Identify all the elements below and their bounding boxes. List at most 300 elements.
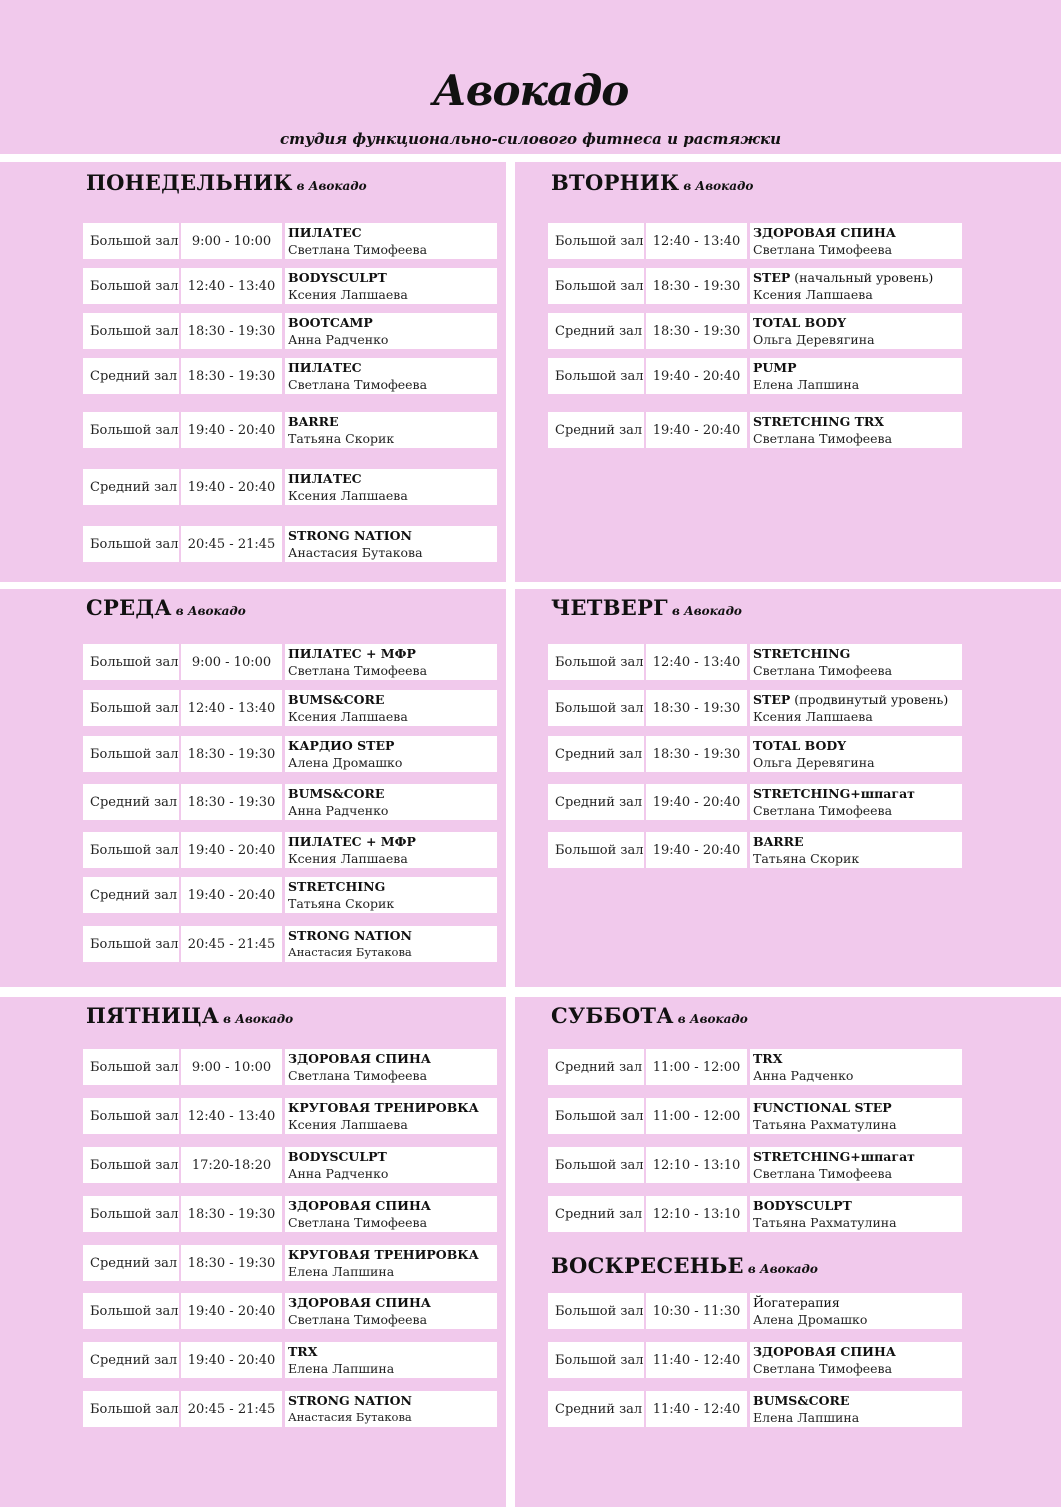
coach-name: Светлана Тимофеева — [288, 1215, 428, 1230]
coach-name: Светлана Тимофеева — [288, 242, 428, 257]
coach-name: Ксения Лапшаева — [288, 1117, 408, 1132]
coach-name: Анна Радченко — [288, 1166, 389, 1181]
class-title: ЗДОРОВАЯ СПИНА — [288, 1051, 431, 1066]
class-title: STRETCHING+шпагат — [753, 786, 915, 801]
class-name — [753, 359, 797, 376]
class-cell — [750, 1147, 962, 1183]
class-name — [288, 1392, 412, 1409]
schedule-row — [83, 926, 497, 962]
coach-name: Светлана Тимофеева — [288, 1068, 428, 1083]
schedule-row — [83, 1196, 497, 1232]
hall-cell: Средний зал — [83, 469, 179, 505]
day-panel-wednesday — [0, 589, 506, 987]
schedule-row — [83, 1098, 497, 1134]
time-cell: 18:30 - 19:30 — [646, 313, 747, 349]
class-name — [288, 1294, 431, 1311]
schedule-row — [83, 1342, 497, 1378]
coach-name: Светлана Тимофеева — [753, 242, 893, 257]
class-name — [288, 833, 416, 850]
time-cell: 10:30 - 11:30 — [646, 1293, 747, 1329]
hall-cell: Средний зал — [548, 1391, 644, 1427]
class-name — [288, 359, 362, 376]
time-cell: 19:40 - 20:40 — [646, 412, 747, 448]
hall-cell: Большой зал — [548, 644, 644, 680]
hall-cell: Большой зал — [83, 1293, 179, 1329]
time-cell: 19:40 - 20:40 — [181, 412, 282, 448]
class-title: ПИЛАТЕС + МФР — [288, 646, 416, 661]
day-title-thu — [551, 595, 742, 620]
class-name — [288, 269, 387, 286]
class-title: STRETCHING — [753, 646, 851, 661]
time-cell: 9:00 - 10:00 — [181, 644, 282, 680]
time-cell: 12:40 - 13:40 — [181, 268, 282, 304]
class-cell — [750, 223, 962, 259]
coach-name: Татьяна Скорик — [753, 851, 860, 866]
schedule-row — [83, 690, 497, 726]
hall-cell: Средний зал — [548, 736, 644, 772]
coach-name: Анна Радченко — [753, 1068, 854, 1083]
class-cell — [285, 736, 497, 772]
hall-cell: Большой зал — [548, 690, 644, 726]
class-note: (начальный уровень) — [790, 270, 934, 285]
class-title: ПИЛАТЕС — [288, 225, 362, 240]
schedule-row — [83, 1147, 497, 1183]
class-name — [288, 527, 412, 544]
class-cell — [750, 1098, 962, 1134]
coach-name: Татьяна Скорик — [288, 896, 395, 911]
class-name — [753, 1343, 896, 1360]
class-name — [288, 1246, 479, 1263]
coach-name: Елена Лапшина — [288, 1361, 395, 1376]
coach-name: Ксения Лапшаева — [753, 287, 873, 302]
day-name: ВТОРНИК — [551, 170, 680, 195]
class-name — [753, 1148, 915, 1165]
class-cell — [750, 313, 962, 349]
day-name: СРЕДА — [86, 595, 172, 620]
class-name — [288, 413, 339, 430]
time-cell: 20:45 - 21:45 — [181, 926, 282, 962]
schedule-row — [548, 268, 962, 304]
class-cell — [750, 1342, 962, 1378]
hall-cell: Большой зал — [548, 268, 644, 304]
day-name: СУББОТА — [551, 1003, 674, 1028]
class-name — [753, 1294, 840, 1311]
time-cell: 12:10 - 13:10 — [646, 1196, 747, 1232]
class-title: BUMS&CORE — [288, 692, 385, 707]
class-name — [288, 470, 362, 487]
day-suffix: в Авокадо — [671, 604, 742, 618]
class-cell — [750, 1049, 962, 1085]
class-cell — [285, 1293, 497, 1329]
coach-name: Анастасия Бутакова — [288, 945, 412, 959]
day-suffix: в Авокадо — [296, 179, 367, 193]
schedule-row — [548, 313, 962, 349]
schedule-row — [83, 1293, 497, 1329]
class-cell — [285, 1098, 497, 1134]
coach-name: Светлана Тимофеева — [288, 663, 428, 678]
time-cell: 18:30 - 19:30 — [181, 358, 282, 394]
hall-cell: Большой зал — [83, 832, 179, 868]
class-title: STRETCHING TRX — [753, 414, 884, 429]
time-cell: 12:40 - 13:40 — [181, 1098, 282, 1134]
schedule-row — [83, 268, 497, 304]
hall-cell: Средний зал — [83, 358, 179, 394]
day-suffix: в Авокадо — [747, 1262, 818, 1276]
class-title: КРУГОВАЯ ТРЕНИРОВКА — [288, 1100, 479, 1115]
time-cell: 19:40 - 20:40 — [181, 877, 282, 913]
time-cell: 9:00 - 10:00 — [181, 1049, 282, 1085]
day-suffix: в Авокадо — [677, 1012, 748, 1026]
class-title: STRETCHING+шпагат — [753, 1149, 915, 1164]
hall-cell: Большой зал — [83, 412, 179, 448]
hall-cell: Большой зал — [83, 1147, 179, 1183]
schedule-row — [548, 1098, 962, 1134]
time-cell: 20:45 - 21:45 — [181, 1391, 282, 1427]
time-cell: 20:45 - 21:45 — [181, 526, 282, 562]
class-name — [288, 927, 412, 944]
hall-cell: Средний зал — [83, 877, 179, 913]
schedule-row — [548, 1342, 962, 1378]
time-cell: 18:30 - 19:30 — [646, 690, 747, 726]
day-name: ЧЕТВЕРГ — [551, 595, 668, 620]
class-cell — [750, 1196, 962, 1232]
coach-name: Ксения Лапшаева — [288, 851, 408, 866]
hall-cell: Большой зал — [83, 223, 179, 259]
class-title: TOTAL BODY — [753, 738, 847, 753]
day-panel-saturday-sunday — [515, 997, 1061, 1507]
time-cell: 12:40 - 13:40 — [646, 644, 747, 680]
class-title: ПИЛАТЕС + МФР — [288, 834, 416, 849]
coach-name: Анна Радченко — [288, 803, 389, 818]
class-cell — [750, 1391, 962, 1427]
time-cell: 19:40 - 20:40 — [646, 784, 747, 820]
schedule-row — [83, 832, 497, 868]
class-cell — [750, 832, 962, 868]
class-name — [753, 413, 884, 430]
coach-name: Светлана Тимофеева — [288, 377, 428, 392]
class-title: STEP — [753, 270, 791, 285]
tagline: студия функционально-силового фитнеса и растяжки — [279, 130, 782, 148]
time-cell: 18:30 - 19:30 — [646, 268, 747, 304]
schedule-row — [83, 412, 497, 448]
class-cell — [750, 1293, 962, 1329]
class-note: Йогатерапия — [753, 1295, 840, 1310]
class-cell — [285, 1391, 497, 1427]
coach-name: Татьяна Рахматулина — [753, 1215, 897, 1230]
class-cell — [285, 223, 497, 259]
coach-name: Татьяна Скорик — [288, 431, 395, 446]
class-name — [753, 833, 804, 850]
hall-cell: Средний зал — [548, 412, 644, 448]
class-title: TOTAL BODY — [753, 315, 847, 330]
coach-name: Светлана Тимофеева — [288, 1312, 428, 1327]
day-suffix: в Авокадо — [683, 179, 754, 193]
class-cell — [285, 877, 497, 913]
coach-name: Анна Радченко — [288, 332, 389, 347]
coach-name: Анастасия Бутакова — [288, 545, 423, 560]
time-cell: 18:30 - 19:30 — [181, 1245, 282, 1281]
coach-name: Светлана Тимофеева — [753, 803, 893, 818]
time-cell: 19:40 - 20:40 — [646, 832, 747, 868]
time-cell: 11:40 - 12:40 — [646, 1391, 747, 1427]
class-name — [753, 785, 915, 802]
coach-name: Анастасия Бутакова — [288, 1410, 412, 1424]
schedule-row — [548, 1293, 962, 1329]
coach-name: Светлана Тимофеева — [753, 663, 893, 678]
schedule-row — [83, 877, 497, 913]
hall-cell: Большой зал — [83, 1049, 179, 1085]
class-cell — [750, 268, 962, 304]
class-name — [288, 1343, 317, 1360]
schedule-row — [548, 1391, 962, 1427]
day-panel-monday — [0, 162, 506, 582]
class-title: BODYSCULPT — [753, 1198, 852, 1213]
class-cell — [285, 313, 497, 349]
coach-name: Татьяна Рахматулина — [753, 1117, 897, 1132]
class-cell — [285, 526, 497, 562]
schedule-row — [548, 690, 962, 726]
hall-cell: Средний зал — [83, 1342, 179, 1378]
class-title: ЗДОРОВАЯ СПИНА — [288, 1198, 431, 1213]
class-cell — [285, 268, 497, 304]
hall-cell: Средний зал — [548, 313, 644, 349]
class-name — [753, 691, 948, 708]
class-name — [753, 645, 850, 662]
class-cell — [285, 1049, 497, 1085]
schedule-row — [83, 358, 497, 394]
class-title: ЗДОРОВАЯ СПИНА — [753, 1344, 896, 1359]
schedule-row — [83, 223, 497, 259]
hall-cell: Большой зал — [83, 926, 179, 962]
class-name — [753, 1050, 782, 1067]
day-title-sat — [551, 1003, 748, 1028]
brand-logo: Авокадо — [432, 66, 629, 115]
time-cell: 11:40 - 12:40 — [646, 1342, 747, 1378]
class-title: ПИЛАТЕС — [288, 471, 362, 486]
day-name: ВОСКРЕСЕНЬЕ — [551, 1253, 744, 1278]
class-title: BOOTCAMP — [288, 315, 373, 330]
class-name — [288, 691, 384, 708]
class-cell — [285, 1147, 497, 1183]
coach-name: Светлана Тимофеева — [753, 1166, 893, 1181]
schedule-row — [548, 1196, 962, 1232]
day-panel-thursday — [515, 589, 1061, 987]
schedule-row — [548, 832, 962, 868]
time-cell: 18:30 - 19:30 — [181, 1196, 282, 1232]
schedule-row — [548, 644, 962, 680]
class-cell — [750, 690, 962, 726]
class-title: BODYSCULPT — [288, 270, 387, 285]
schedule-row — [548, 223, 962, 259]
class-note: (продвинутый уровень) — [790, 692, 949, 707]
coach-name: Алена Дромашко — [753, 1312, 868, 1327]
coach-name: Ксения Лапшаева — [288, 709, 408, 724]
class-cell — [285, 358, 497, 394]
day-title-tue — [551, 170, 753, 195]
class-name — [753, 269, 933, 286]
coach-name: Елена Лапшина — [753, 377, 860, 392]
class-title: КАРДИО STEP — [288, 738, 395, 753]
schedule-row — [83, 644, 497, 680]
header-banner — [0, 0, 1061, 154]
coach-name: Елена Лапшина — [753, 1410, 860, 1425]
class-name — [753, 737, 846, 754]
time-cell: 19:40 - 20:40 — [646, 358, 747, 394]
schedule-row — [83, 736, 497, 772]
class-title: BUMS&CORE — [753, 1393, 850, 1408]
day-name: ПОНЕДЕЛЬНИК — [86, 170, 293, 195]
day-title-sun — [551, 1253, 818, 1278]
coach-name: Ольга Деревягина — [753, 332, 875, 347]
class-title: BODYSCULPT — [288, 1149, 387, 1164]
time-cell: 9:00 - 10:00 — [181, 223, 282, 259]
class-title: ЗДОРОВАЯ СПИНА — [753, 225, 896, 240]
class-cell — [750, 784, 962, 820]
hall-cell: Большой зал — [83, 268, 179, 304]
class-cell — [750, 644, 962, 680]
schedule-row — [548, 736, 962, 772]
hall-cell: Большой зал — [83, 1098, 179, 1134]
schedule-row — [548, 1049, 962, 1085]
time-cell: 19:40 - 20:40 — [181, 1342, 282, 1378]
schedule-row — [83, 526, 497, 562]
hall-cell: Большой зал — [83, 1391, 179, 1427]
time-cell: 18:30 - 19:30 — [646, 736, 747, 772]
class-name — [288, 1197, 431, 1214]
time-cell: 12:40 - 13:40 — [181, 690, 282, 726]
schedule-row — [548, 784, 962, 820]
hall-cell: Средний зал — [548, 1049, 644, 1085]
class-name — [288, 785, 384, 802]
day-suffix: в Авокадо — [223, 1012, 294, 1026]
coach-name: Алена Дромашко — [288, 755, 403, 770]
class-title: КРУГОВАЯ ТРЕНИРОВКА — [288, 1247, 479, 1262]
hall-cell: Средний зал — [83, 784, 179, 820]
hall-cell: Большой зал — [83, 644, 179, 680]
hall-cell: Большой зал — [548, 223, 644, 259]
class-name — [288, 224, 362, 241]
class-cell — [285, 832, 497, 868]
class-title: PUMP — [753, 360, 797, 375]
hall-cell: Большой зал — [548, 1098, 644, 1134]
class-cell — [285, 469, 497, 505]
class-cell — [750, 412, 962, 448]
class-name — [753, 314, 846, 331]
time-cell: 12:40 - 13:40 — [646, 223, 747, 259]
coach-name: Елена Лапшина — [288, 1264, 395, 1279]
schedule-row — [548, 1147, 962, 1183]
class-cell — [285, 644, 497, 680]
class-name — [753, 1392, 849, 1409]
time-cell: 17:20-18:20 — [181, 1147, 282, 1183]
hall-cell: Большой зал — [83, 1196, 179, 1232]
class-name — [753, 224, 896, 241]
class-title: STRONG NATION — [288, 928, 412, 943]
class-title: STRONG NATION — [288, 528, 412, 543]
day-title-wed — [86, 595, 246, 620]
hall-cell: Большой зал — [83, 736, 179, 772]
time-cell: 19:40 - 20:40 — [181, 1293, 282, 1329]
schedule-row — [548, 412, 962, 448]
hall-cell: Большой зал — [83, 690, 179, 726]
class-title: STRONG NATION — [288, 1393, 412, 1408]
class-name — [288, 645, 416, 662]
coach-name: Ксения Лапшаева — [288, 488, 408, 503]
hall-cell: Средний зал — [83, 1245, 179, 1281]
class-cell — [285, 1342, 497, 1378]
day-panel-friday — [0, 997, 506, 1507]
schedule-row — [83, 784, 497, 820]
day-panel-tuesday — [515, 162, 1061, 582]
class-title: BARRE — [288, 414, 339, 429]
class-title: TRX — [288, 1344, 318, 1359]
time-cell: 11:00 - 12:00 — [646, 1049, 747, 1085]
class-title: STRETCHING — [288, 879, 386, 894]
time-cell: 18:30 - 19:30 — [181, 313, 282, 349]
schedule-row — [83, 469, 497, 505]
schedule-row — [83, 1245, 497, 1281]
schedule-row — [83, 1391, 497, 1427]
time-cell: 12:10 - 13:10 — [646, 1147, 747, 1183]
coach-name: Светлана Тимофеева — [753, 1361, 893, 1376]
class-title: FUNCTIONAL STEP — [753, 1100, 892, 1115]
day-title-fri — [86, 1003, 293, 1028]
hall-cell: Большой зал — [83, 526, 179, 562]
hall-cell: Большой зал — [548, 358, 644, 394]
day-suffix: в Авокадо — [175, 604, 246, 618]
class-cell — [285, 1196, 497, 1232]
time-cell: 18:30 - 19:30 — [181, 784, 282, 820]
hall-cell: Большой зал — [548, 1293, 644, 1329]
schedule-row — [83, 313, 497, 349]
class-title: TRX — [753, 1051, 783, 1066]
class-title: STEP — [753, 692, 791, 707]
class-name — [288, 737, 394, 754]
class-name — [288, 1099, 479, 1116]
class-name — [288, 1050, 431, 1067]
coach-name: Светлана Тимофеева — [753, 431, 893, 446]
schedule-row — [83, 1049, 497, 1085]
hall-cell: Большой зал — [548, 1342, 644, 1378]
hall-cell: Большой зал — [83, 313, 179, 349]
class-title: BARRE — [753, 834, 804, 849]
time-cell: 19:40 - 20:40 — [181, 832, 282, 868]
class-cell — [285, 926, 497, 962]
class-title: BUMS&CORE — [288, 786, 385, 801]
coach-name: Ксения Лапшаева — [288, 287, 408, 302]
coach-name: Ольга Деревягина — [753, 755, 875, 770]
class-cell — [285, 412, 497, 448]
time-cell: 19:40 - 20:40 — [181, 469, 282, 505]
class-cell — [285, 784, 497, 820]
class-name — [288, 314, 373, 331]
time-cell: 18:30 - 19:30 — [181, 736, 282, 772]
class-cell — [750, 736, 962, 772]
class-title: ЗДОРОВАЯ СПИНА — [288, 1295, 431, 1310]
time-cell: 11:00 - 12:00 — [646, 1098, 747, 1134]
class-name — [288, 1148, 387, 1165]
class-title: ПИЛАТЕС — [288, 360, 362, 375]
hall-cell: Большой зал — [548, 832, 644, 868]
coach-name: Ксения Лапшаева — [753, 709, 873, 724]
hall-cell: Средний зал — [548, 1196, 644, 1232]
day-title-mon — [86, 170, 367, 195]
class-cell — [285, 690, 497, 726]
class-name — [753, 1099, 892, 1116]
class-name — [753, 1197, 852, 1214]
hall-cell: Средний зал — [548, 784, 644, 820]
day-name: ПЯТНИЦА — [86, 1003, 220, 1028]
